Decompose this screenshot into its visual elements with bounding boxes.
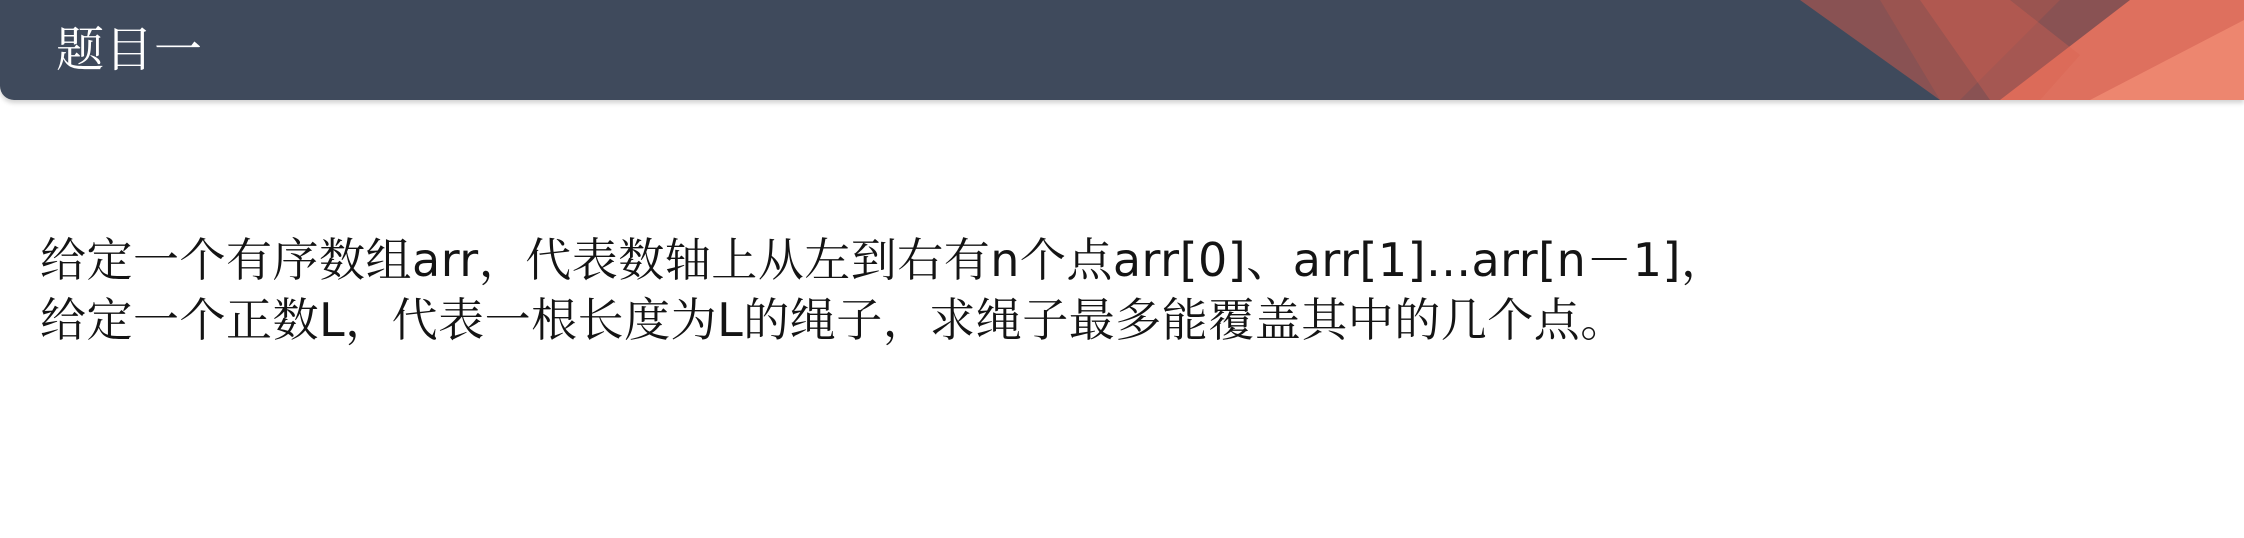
header-decoration <box>0 0 2244 100</box>
problem-line-2: 给定一个正数L，代表一根长度为L的绳子，求绳子最多能覆盖其中的几个点。 <box>40 293 1627 347</box>
problem-statement <box>40 230 2200 350</box>
header-bar <box>0 0 2244 100</box>
problem-line-1: 给定一个有序数组arr，代表数轴上从左到右有n个点arr[0]、arr[1]...arr[n－1]， <box>40 233 1728 287</box>
slide-title: 题目一 <box>56 22 204 78</box>
